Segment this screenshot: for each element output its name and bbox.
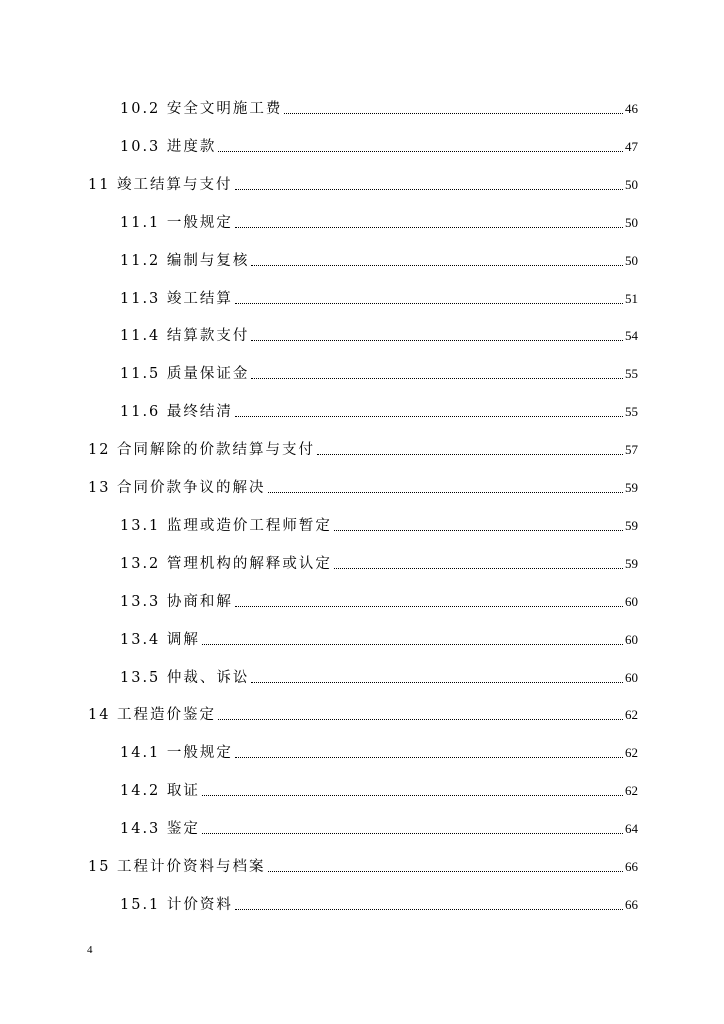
toc-entry[interactable] bbox=[0, 776, 638, 800]
toc-entry-page: 55 bbox=[625, 366, 638, 382]
toc-entry-label: 15 工程计价资料与档案 bbox=[88, 859, 266, 875]
toc-dot-leader bbox=[235, 909, 623, 910]
toc-entry-label: 10.2 安全文明施工费 bbox=[120, 101, 283, 117]
toc-entry[interactable] bbox=[0, 852, 638, 876]
toc-entry-page: 66 bbox=[625, 896, 638, 912]
toc-dot-leader bbox=[235, 227, 623, 228]
page-number: 4 bbox=[87, 944, 93, 956]
toc-dot-leader bbox=[235, 416, 623, 417]
toc-entry-label: 12 合同解除的价款结算与支付 bbox=[88, 442, 316, 459]
toc-entry-page: 54 bbox=[625, 328, 638, 344]
toc-entry-label: 11.5 质量保证金 bbox=[120, 366, 250, 383]
toc-entry-label: 11.3 竣工结算 bbox=[120, 290, 233, 307]
toc-dot-leader bbox=[202, 833, 623, 834]
toc-dot-leader bbox=[268, 871, 623, 872]
toc-entry-label: 11.4 结算款支付 bbox=[120, 328, 250, 345]
toc-entry-label: 14 工程造价鉴定 bbox=[88, 707, 217, 724]
toc-entry-page: 59 bbox=[625, 480, 638, 495]
toc-entry-label: 11.1 一般规定 bbox=[120, 214, 233, 231]
toc-entry[interactable] bbox=[0, 397, 638, 421]
toc-entry-page: 59 bbox=[625, 555, 638, 571]
toc-dot-leader bbox=[251, 265, 623, 266]
toc-entry[interactable] bbox=[0, 132, 638, 156]
toc-entry-label: 14.1 一般规定 bbox=[120, 745, 233, 762]
toc-entry-label: 10.3 进度款 bbox=[120, 138, 217, 155]
toc-entry[interactable] bbox=[0, 473, 638, 497]
toc-entry-page: 47 bbox=[625, 138, 638, 154]
toc-entry-page: 51 bbox=[625, 290, 638, 306]
toc-entry-label: 13 合同价款争议的解决 bbox=[88, 480, 266, 496]
toc-entry[interactable] bbox=[0, 284, 638, 308]
toc-entry[interactable] bbox=[0, 700, 638, 724]
toc-entry[interactable] bbox=[0, 663, 638, 687]
toc-dot-leader bbox=[202, 644, 623, 645]
toc-entry[interactable] bbox=[0, 587, 638, 611]
toc-entry[interactable] bbox=[0, 170, 638, 194]
toc-entry-page: 50 bbox=[625, 252, 638, 268]
toc-entry-page: 55 bbox=[625, 404, 638, 420]
toc-entry-label: 11.6 最终结清 bbox=[120, 404, 233, 421]
toc-entry-label: 13.1 监理或造价工程师暂定 bbox=[120, 517, 332, 534]
toc-entry-label: 14.3 鉴定 bbox=[120, 821, 200, 838]
toc-entry-page: 50 bbox=[625, 214, 638, 230]
toc-entry-label: 14.2 取证 bbox=[120, 783, 200, 800]
toc-entry[interactable] bbox=[0, 549, 638, 573]
toc-entry-label: 11 竣工结算与支付 bbox=[88, 176, 233, 193]
toc-entry-label: 13.5 仲裁、诉讼 bbox=[120, 669, 250, 686]
toc-dot-leader bbox=[235, 303, 623, 304]
toc-entry-page: 62 bbox=[625, 707, 638, 723]
toc-entry[interactable] bbox=[0, 246, 638, 270]
toc-entry-page: 50 bbox=[625, 176, 638, 192]
toc-dot-leader bbox=[251, 682, 623, 683]
toc-dot-leader bbox=[251, 340, 623, 341]
toc-entry-page: 57 bbox=[625, 442, 638, 458]
toc-dot-leader bbox=[202, 795, 623, 796]
toc-dot-leader bbox=[334, 530, 623, 531]
toc-entry-label: 15.1 计价资料 bbox=[120, 896, 233, 913]
toc-entry-page: 60 bbox=[625, 669, 638, 685]
toc-entry[interactable] bbox=[0, 814, 638, 838]
toc-entry[interactable] bbox=[0, 435, 638, 459]
toc-entry-page: 59 bbox=[625, 517, 638, 533]
toc-entry[interactable] bbox=[0, 321, 638, 345]
toc-dot-leader bbox=[317, 454, 623, 455]
toc-dot-leader bbox=[284, 113, 623, 114]
toc-entry-page: 60 bbox=[625, 631, 638, 647]
toc-entry-label: 13.4 调解 bbox=[120, 631, 200, 648]
toc-entry-label: 13.2 管理机构的解释或认定 bbox=[120, 555, 332, 572]
toc-dot-leader bbox=[235, 189, 623, 190]
toc-entry-label: 13.3 协商和解 bbox=[120, 593, 233, 610]
toc-dot-leader bbox=[251, 378, 623, 379]
toc-dot-leader bbox=[235, 606, 623, 607]
toc-entry-page: 62 bbox=[625, 783, 638, 799]
toc-dot-leader bbox=[268, 492, 623, 493]
toc-entry[interactable] bbox=[0, 208, 638, 232]
toc-entry[interactable] bbox=[0, 511, 638, 535]
toc-entry[interactable] bbox=[0, 94, 638, 118]
toc-entry-page: 64 bbox=[625, 821, 638, 837]
toc-entry[interactable] bbox=[0, 738, 638, 762]
toc-entry[interactable] bbox=[0, 625, 638, 649]
toc-entry-page: 62 bbox=[625, 745, 638, 761]
toc-entry[interactable] bbox=[0, 359, 638, 383]
toc-entry[interactable] bbox=[0, 890, 638, 914]
toc-dot-leader bbox=[218, 151, 623, 152]
toc-entry-page: 60 bbox=[625, 593, 638, 609]
toc-entry-page: 46 bbox=[625, 101, 638, 116]
toc-entry-page: 66 bbox=[625, 859, 638, 874]
toc-dot-leader bbox=[218, 719, 623, 720]
toc-dot-leader bbox=[334, 568, 623, 569]
toc-dot-leader bbox=[235, 757, 623, 758]
toc-entry-label: 11.2 编制与复核 bbox=[120, 252, 250, 269]
